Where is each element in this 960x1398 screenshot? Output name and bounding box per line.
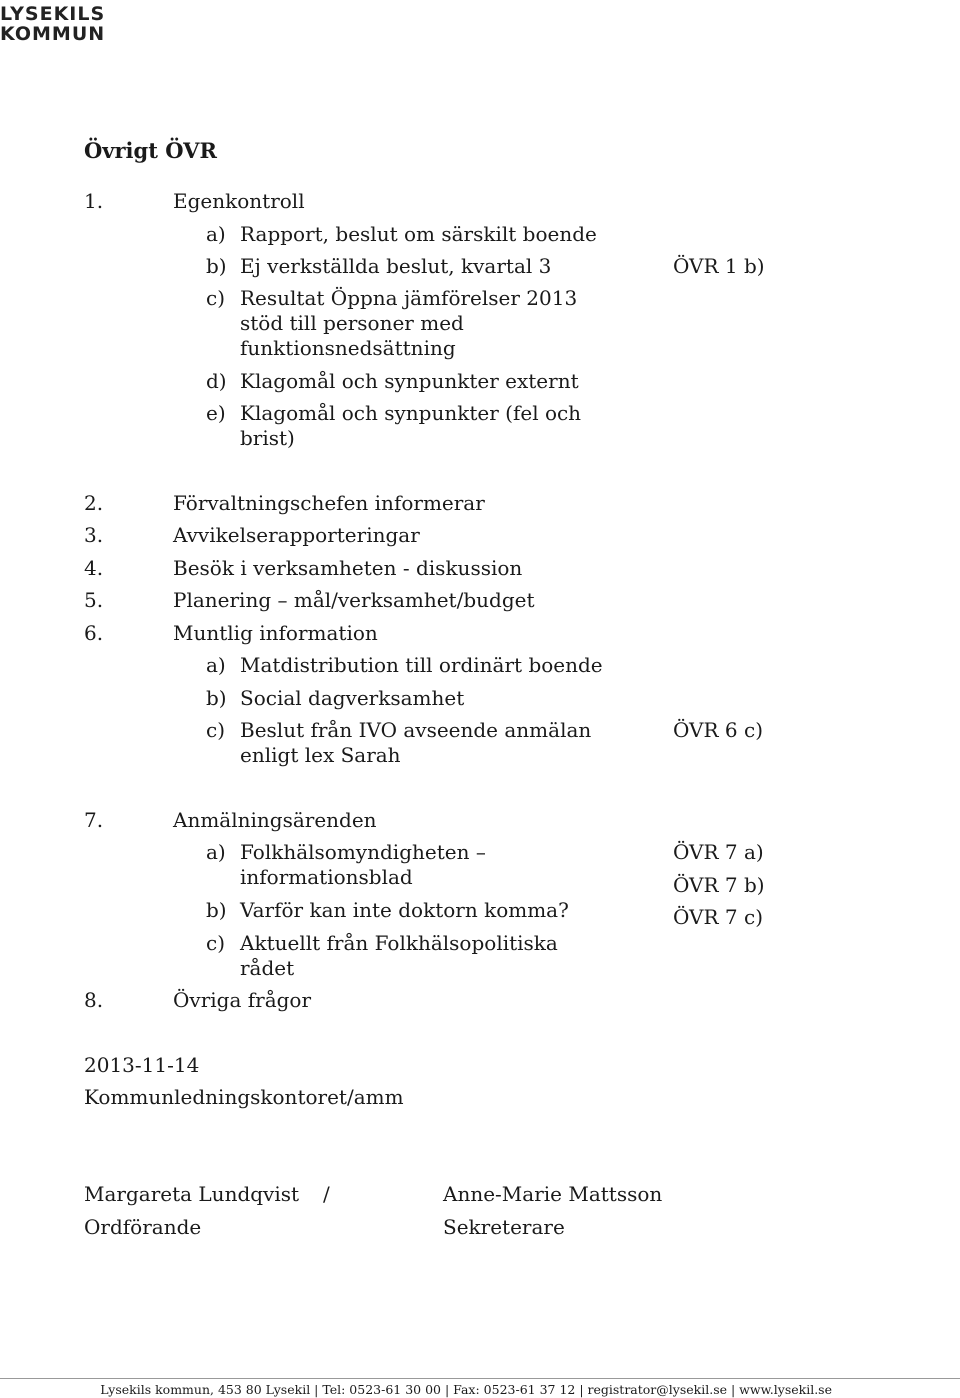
signature-separator: / — [323, 1182, 330, 1206]
item-1e-letter: e) — [206, 401, 226, 425]
footer-contact: Lysekils kommun, 453 80 Lysekil | Tel: 0523-61 30 00 | Fax: 0523-61 37 12 | registrator@lysekil.se | www.lysekil.se — [100, 1382, 832, 1397]
item-7a-ref: ÖVR 7 a) — [673, 840, 764, 864]
item-7a-line-1: Folkhälsomyndigheten – — [240, 840, 486, 864]
item-1b-letter: b) — [206, 254, 227, 278]
logo-line-2: KOMMUN — [0, 23, 106, 45]
item-1e-line-2: brist) — [240, 426, 295, 450]
item-6b-letter: b) — [206, 686, 227, 710]
item-6c-letter: c) — [206, 718, 226, 742]
item-1c-line-1: Resultat Öppna jämförelser 2013 — [240, 286, 578, 310]
item-8-label: Övriga frågor — [173, 988, 312, 1012]
item-6a-text: Matdistribution till ordinärt boende — [240, 653, 603, 677]
secretary-role: Sekreterare — [443, 1215, 565, 1239]
item-1c-letter: c) — [206, 286, 226, 310]
item-1d-letter: d) — [206, 369, 227, 393]
item-7a-line-2: informationsblad — [240, 865, 413, 889]
office-reference: Kommunledningskontoret/amm — [84, 1085, 404, 1109]
item-1c-line-2: stöd till personer med — [240, 311, 464, 335]
item-7c-line-2: rådet — [240, 956, 295, 980]
item-4-label: Besök i verksamheten - diskussion — [173, 556, 523, 580]
item-7b-ref: ÖVR 7 b) — [673, 873, 765, 897]
item-2-label: Förvaltningschefen informerar — [173, 491, 485, 515]
item-7b-text: Varför kan inte doktorn komma? — [240, 898, 569, 922]
item-6c-line-2: enligt lex Sarah — [240, 743, 401, 767]
item-6b-text: Social dagverksamhet — [240, 686, 465, 710]
lysekils-kommun-logo — [0, 4, 105, 44]
document-date: 2013-11-14 — [84, 1053, 200, 1077]
item-1a-letter: a) — [206, 222, 226, 246]
item-8-number: 8. — [84, 988, 104, 1012]
item-3-label: Avvikelserapporteringar — [173, 523, 420, 547]
chair-role: Ordförande — [84, 1215, 202, 1239]
item-6-label: Muntlig information — [173, 621, 378, 645]
chair-name: Margareta Lundqvist — [84, 1182, 300, 1206]
item-6-number: 6. — [84, 621, 104, 645]
item-6c-line-1: Beslut från IVO avseende anmälan — [240, 718, 592, 742]
item-7b-letter: b) — [206, 898, 227, 922]
secretary-name: Anne-Marie Mattsson — [443, 1182, 663, 1206]
item-7c-line-1: Aktuellt från Folkhälsopolitiska — [240, 931, 558, 955]
item-7-label: Anmälningsärenden — [173, 808, 377, 832]
item-7-number: 7. — [84, 808, 104, 832]
item-4-number: 4. — [84, 556, 104, 580]
item-1e-line-1: Klagomål och synpunkter (fel och — [240, 401, 582, 425]
item-3-number: 3. — [84, 523, 104, 547]
item-1b-ref: ÖVR 1 b) — [673, 254, 765, 278]
item-1-label: Egenkontroll — [173, 189, 305, 213]
item-1d-text: Klagomål och synpunkter externt — [240, 369, 579, 393]
item-1b-text: Ej verkställda beslut, kvartal 3 — [240, 254, 552, 278]
item-2-number: 2. — [84, 491, 104, 515]
item-7c-ref: ÖVR 7 c) — [673, 905, 763, 929]
item-1c-line-3: funktionsnedsättning — [240, 336, 456, 360]
item-6a-letter: a) — [206, 653, 226, 677]
item-1-number: 1. — [84, 189, 104, 213]
page-title: Övrigt ÖVR — [84, 138, 217, 163]
item-6c-ref: ÖVR 6 c) — [673, 718, 763, 742]
item-5-label: Planering – mål/verksamhet/budget — [173, 588, 535, 612]
item-1a-text: Rapport, beslut om särskilt boende — [240, 222, 597, 246]
item-7c-letter: c) — [206, 931, 226, 955]
item-7a-letter: a) — [206, 840, 226, 864]
footer-divider — [0, 1378, 960, 1379]
logo-line-1: LYSEKILS — [0, 3, 106, 25]
item-5-number: 5. — [84, 588, 104, 612]
